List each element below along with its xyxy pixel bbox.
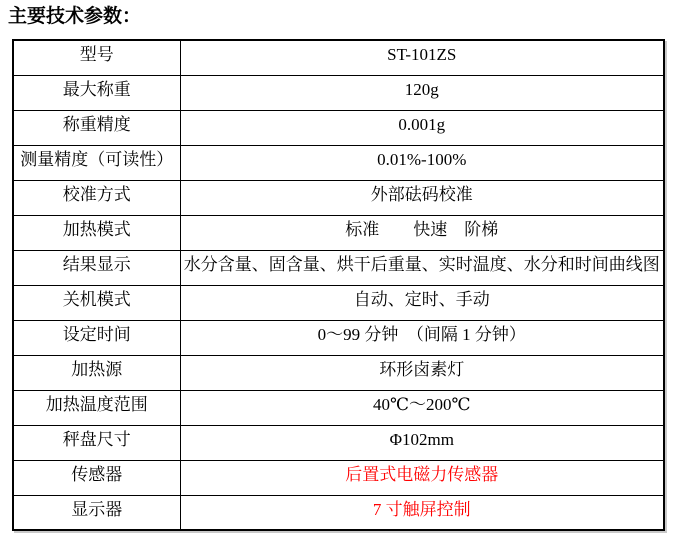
spec-row-result-display bbox=[13, 250, 664, 285]
spec-value-cell: 120g bbox=[180, 75, 664, 110]
spec-label-cell: 秤盘尺寸 bbox=[13, 425, 180, 460]
spec-value-cell: 0.01%-100% bbox=[180, 145, 664, 180]
spec-value-cell: 40℃～200℃ bbox=[180, 390, 664, 425]
spec-value-cell: 0～99 分钟 （间隔 1 分钟） bbox=[180, 320, 664, 355]
spec-label-cell: 加热源 bbox=[13, 355, 180, 390]
spec-row-measure-precision bbox=[13, 145, 664, 180]
spec-label-cell: 关机模式 bbox=[13, 285, 180, 320]
spec-row-calibration bbox=[13, 180, 664, 215]
spec-label-cell: 称重精度 bbox=[13, 110, 180, 145]
spec-value-cell: 后置式电磁力传感器 bbox=[180, 460, 664, 495]
spec-row-weigh-precision bbox=[13, 110, 664, 145]
spec-value-cell: 环形卤素灯 bbox=[180, 355, 664, 390]
spec-row-max-weight bbox=[13, 75, 664, 110]
spec-value-cell: 外部砝码校准 bbox=[180, 180, 664, 215]
spec-label-cell: 设定时间 bbox=[13, 320, 180, 355]
spec-value-cell: Φ102mm bbox=[180, 425, 664, 460]
spec-value-cell: 自动、定时、手动 bbox=[180, 285, 664, 320]
spec-row-heating-mode bbox=[13, 215, 664, 250]
spec-row-set-time bbox=[13, 320, 664, 355]
spec-value-cell: 7 寸触屏控制 bbox=[180, 495, 664, 530]
spec-label-cell: 加热温度范围 bbox=[13, 390, 180, 425]
spec-row-sensor bbox=[13, 460, 664, 495]
page-title: 主要技术参数： bbox=[8, 6, 142, 27]
spec-label-cell: 型号 bbox=[13, 40, 180, 75]
spec-label-cell: 测量精度（可读性） bbox=[13, 145, 180, 180]
spec-value-cell: ST-101ZS bbox=[180, 40, 664, 75]
spec-label-cell: 结果显示 bbox=[13, 250, 180, 285]
spec-row-shutdown-mode bbox=[13, 285, 664, 320]
spec-row-heat-source bbox=[13, 355, 664, 390]
spec-label-cell: 最大称重 bbox=[13, 75, 180, 110]
spec-label-cell: 传感器 bbox=[13, 460, 180, 495]
spec-row-temp-range bbox=[13, 390, 664, 425]
spec-label-cell: 校准方式 bbox=[13, 180, 180, 215]
spec-row-pan-size bbox=[13, 425, 664, 460]
spec-row-display bbox=[13, 495, 664, 530]
spec-label-cell: 加热模式 bbox=[13, 215, 180, 250]
spec-table bbox=[12, 39, 665, 531]
spec-label-cell: 显示器 bbox=[13, 495, 180, 530]
spec-row-model bbox=[13, 40, 664, 75]
spec-value-cell: 标准 快速 阶梯 bbox=[180, 215, 664, 250]
spec-value-cell: 水分含量、固含量、烘干后重量、实时温度、水分和时间曲线图 bbox=[180, 250, 664, 285]
spec-value-cell: 0.001g bbox=[180, 110, 664, 145]
